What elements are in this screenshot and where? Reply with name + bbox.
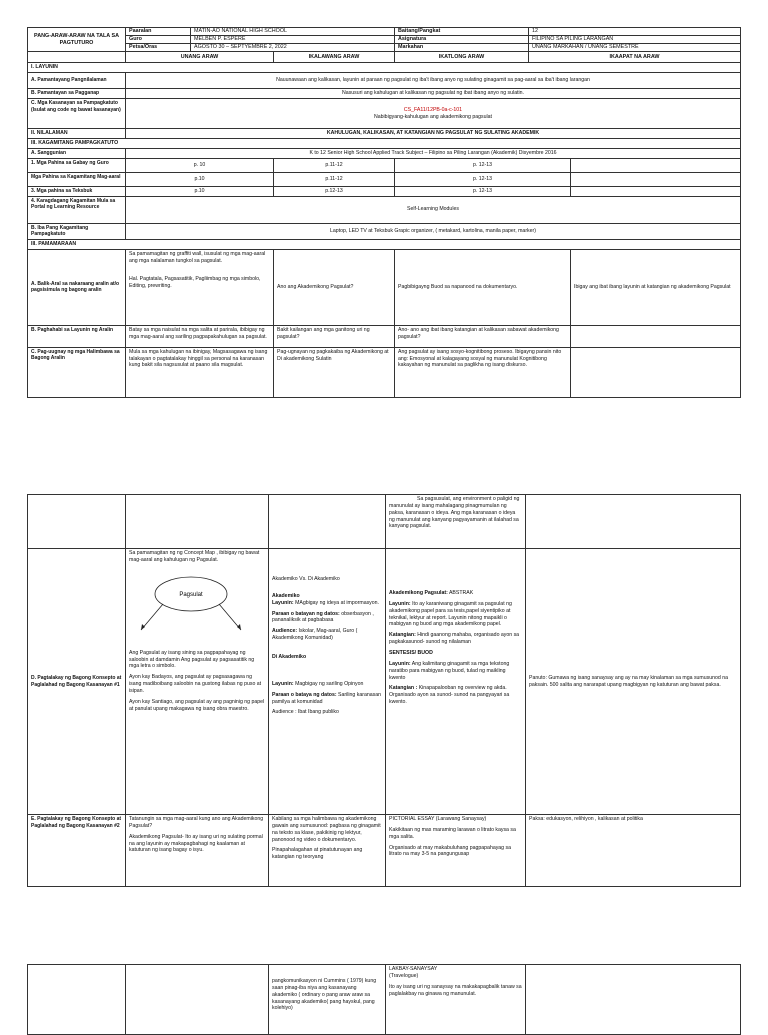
review-day1-example: Hal. Pagtatala, Pagsasatitik, Pagliimbag ng mga simbolo, Editing, prewriting. [129,276,261,290]
lesson-plan-table-cont [27,494,741,887]
purpose-day2: Bakit kailangan ang mga ganitong uri ng pagsulat? [274,325,395,347]
concept-map-intro: Sa pamamagitan ng ng Concept Map , ibibigay ng bawat mag-aaral ang kahulugan ng Pagsulat. [129,550,260,563]
examples-day3: Ang pagsulat ay isang sosyo-kognitibong proseso. Ibigayng pansin nito ang: Emosyonal at kalagayang sosyal ng manunulat Kognitibong kakayahan ng manunulat sa paglikha ng isang diskurso. [395,347,571,397]
subject-value: FILIPINO SA PILING LARANGAN [529,36,741,44]
learner-pages-day1: p.10 [126,172,274,186]
textbook-pages-day1: p.10 [126,186,274,196]
purpose-day3: Ano- ano ang ibat ibang katangian at kalikasan sabawat akademikong pagsulat? [395,325,571,347]
label-gabay-guro: 1. Mga Pahina sa Gabay ng Guro [28,158,126,172]
textbook-pages-day2: p.12-13 [274,186,395,196]
teacher-value: MELBEN P. ESPERE [191,36,395,44]
di-akademiko-audience: Audience : Ibat Ibang publiko [272,709,339,716]
quarter-label: Markahan [395,44,529,52]
school-label: Paaralan [126,28,191,36]
concept-day3: Akademikong Pagsulat: ABSTRAK Layunin: Ito ay karaniwang ginagamit sa pagsulat ng akademikong papel para sa tesis,papel siyentipiko at teknikal, lektyur at report. Layunin nitong mapaikli o mabigyan ng buod ang mga akademikong papel. Katangian: Hindi gaanong mahaba, organisado ayon sa pagkakasunod- sunod ng nilalaman SENTESIS/ BUOD Layunin: Ang kalimitang ginagamit sa mga tekstong naratibo para mabigyan ng buod, tulad ng maikling kwento Katangian : Kinapapalooban ng overview ng akda. Organisado ayon sa sunod- sunod na pangyayari sa kwento. [386,549,526,815]
label-pamantayang-pangnilalaman: A. Pamantayang Pangnilalaman [28,73,126,89]
concept-day2: Akademiko Vs. Di Akademiko Akademiko Layunin: MAgbigay ng ideya at impormasyon. Paraan o batayan ng datos: obserbasyon , pananaliksik at pagbabasa Audience: Iskolar, Mag-aaral, Guro ( Akademikong Komunidad) Di Akademiko Layunin: Magbigay ng sariling Opinyon Paraan o bataya ng datos: Sariling karanasan pamilya at komunidad Audience : Ibat Ibang publiko [269,549,386,815]
days-blank [28,52,126,63]
review-day3: Pagbibigayng Buod sa napanood na dokumentaryo. [395,249,571,325]
doc-title: PANG-ARAW-ARAW NA TALA SA PAGTUTURO [28,28,126,52]
concept-day4: Panuto: Gumawa ng isang sanaysay ang ay na may kinalaman sa mga sumusunod na paksain. 500 salita ang nararapat upang magbigyan ng katuturan ang bawat paksa. [526,549,741,815]
cummins-text: pangkomunikasyon ni Cummins ( 1979) kung saan pinag-iba niya ang kasanayang akademiko ( ordinary o pang araw araw sa kasanayang akademiko( pang hayskul, pang kolehiyo) [269,965,386,1035]
reference-text: K to 12 Senior High School Applied Track Subject – Filipino sa Piling Larangan (Akademik) Disyembre 2016 [126,148,741,158]
concept-def-badayos: Ayon kay Badayos, ang pagsulat ay pagsasagawa ng isang madiboibang saloobin na gustong ilabas ng puso at isipan. [129,674,262,695]
day-2-header: IKALAWANG ARAW [274,52,395,63]
environment-text: Sa pagsusulat, ang environment o paligid ng manunulat ay isang mahalagang pinagmumulan ng paksa, karanasan o ideya. Ang mga karanasan o ideya ng manunulat ang kanyang pagyayamanin at ilalahad sa kanyang pagsulat. [386,495,526,549]
teacher-label: Guro [126,36,191,44]
content-topic: KAHULUGAN, KALIKASAN, AT KATANGIAN NG PAGSULAT NG SULATING AKADEMIK [126,129,741,139]
lesson-plan-table [27,27,741,398]
competency-code: CS_FA11/12PB-0a-c-101 [403,106,463,113]
day-4-header: IKAAPAT NA ARAW [529,52,741,63]
quarter-value: UNANG MARKAHAN / UNANG SEMESTRE [529,44,741,52]
examples-day1: Mula sa mga kahulugan na ibinigay, Magsasagawa ng isang talakayan o pagtatalakay hinggil sa personal na karanasan kung bakit sila nagsusulat at paano sila magsulat. [126,347,274,397]
competency-cell [126,99,741,129]
label-sanggunian: A. Sanggunian [28,148,126,158]
purpose-day1: Batay sa mga naisulat na mga salita at parirala, ibibigay ng mga mag-aaral ang sariling pagpapakahulugan sa pagsulat. [126,325,274,347]
label-balik-aral: A. Balik-Aral sa nakaraang aralin at/o pagsisimula ng bagong aralin [28,249,126,325]
concept-map-svg [129,568,265,636]
date-label: Petsa/Oras [126,44,191,52]
review-day4: Ibigay ang ibat ibang layunin at katangian ng akademikong Pagsulat [571,249,741,325]
concept-map-arrow-right [219,604,241,630]
concept-map-label: Pagsulat [179,591,203,598]
label-teksbuk: 3. Mga pahina sa Teksbuk [28,186,126,196]
grade-value: 12 [529,28,741,36]
review-day2: Ano ang Akademikong Pagsulat? [274,249,395,325]
label-kasanayan: C. Mga Kasanayan sa Pampagkatuto (Isulat ang code ng bawat kasanayan) [28,99,126,129]
concept-map-diagram [129,568,265,636]
skill-day3: PICTORIAL ESSAY (Larawang Sanaysay) Kakikitaan ng mas maraming larawan o litrato kaysa sa mga salita. Organisado at may makabuluhang pagpapahayag sa litrato na may 3-5 na pangungusap [386,815,526,887]
additional-materials: Self-Learning Modules [126,196,741,223]
lakbay-sanaysay: LAKBAY-SANAYSAY (Travelogue) Ito ay isang uri ng sanaysay na makakapagbalik tanaw sa paglalakbay na ginawa ng manunulat. [386,965,526,1035]
concept-def-1: Ang Pagsulat ay isang sining sa pagpapahayag ng saloobin at damdamin Ang pagsulat ay pagsasatitik ng mga letra o simbolo. [129,649,255,670]
review-day1 [126,249,274,325]
guide-pages-day3: p. 12-13 [395,158,571,172]
label-pamantayan-sa-pagganap: B. Pamantayan sa Pagganap [28,89,126,99]
page-3 [27,964,740,1035]
section-layunin: I. LAYUNIN [28,63,741,73]
label-paghahabi: B. Paghahabi sa Layunin ng Aralin [28,325,126,347]
subject-label: Asignatura [395,36,529,44]
examples-day2: Pag-ugnayan ng pagkakaiba ng Akademikong at Di akademikong Sulatin [274,347,395,397]
sentesis-heading: SENTESIS/ BUOD [389,650,433,657]
concept-def-santiago: Ayon kay Santiago, ang pagsulat ay ang pagninig ng papel at panulat upang makagawa ng isang obra maestro. [129,698,265,712]
textbook-pages-day3: p. 12-13 [395,186,571,196]
content-standard: Nauunawaan ang kalikasan, layunin at paraan ng pagsulat ng iba't ibang anyo ng sulating ginagamit sa pag-aaral sa iba't ibang larangan [126,73,741,89]
label-kagamitang-mag-aaral: Mga Pahina sa Kagamitang Mag-aaral [28,172,126,186]
akademiko-heading: Akademiko [272,592,300,599]
skill-day1: Tatanungin sa mga mag-aaral kung ano ang Akademikong Pagsulat? Akademikong Pagsulat- Ito ay isang uri ng sulating pormal na ang layunin ay makapagbahagi ng kaalaman at katuturan ng isang bagay o isyu. [126,815,269,887]
label-karagdagang-kagamitan: 4. Karagdagang Kagamitan Mula sa Portal ng Learning Resource [28,196,126,223]
skill-day2: Kabilang sa mga halimbawa ng akademikong gawain ang sumusunod: pagbasa ng ginagamit na teksto sa klase, pakikinig ng lektyur, panonood ng video o dokumentaryo. Pinapahalagahan at pinatutunayan ang katangian ng teoryang [269,815,386,887]
concept-day1 [126,549,269,815]
section-pamamaraan: III. PAMAMARAAN [28,239,741,249]
day-1-header: UNANG ARAW [126,52,274,63]
guide-pages-day1: p. 10 [126,158,274,172]
competency-text: Nabibigyang-kahulugan ang akademikong pagsulat [374,113,492,120]
learner-pages-day2: p.11-12 [274,172,395,186]
review-day1-text: Sa pamamagitan ng graffiti wall, isusulat ng mga mag-aaral ang mga nalalaman tungkol sa pagsulat. [129,250,266,264]
day-3-header: IKATLONG ARAW [395,52,529,63]
page-2 [27,494,740,887]
page-1 [27,27,740,398]
section-kagamitan: III. KAGAMITANG PAMPAGKATUTO [28,139,741,149]
label-pagtalakay-1: D. Pagtalakay ng Bagong Konsepto at Paglalahad ng Bagong Kasanayan #1 [28,549,126,815]
label-pagtalakay-2: E. Pagtalakay ng Bagong Konsepto at Paglalahad ng Bagong Kasanayan #2 [28,815,126,887]
skill-day4: Paksa: edukasyon, relihiyon , kalikasan at politika [526,815,741,887]
performance-standard: Nasusuri ang kahulugan at kalikasan ng pagsulat ng ibat ibang anyo ng sulatin. [126,89,741,99]
date-value: AGOSTO 30 – SEPTYEMBRE 2, 2022 [191,44,395,52]
section-nilalaman: II. NILALAMAN [28,129,126,139]
concept-map-arrow-left [141,604,163,630]
grade-label: Baitang/Pangkat [395,28,529,36]
other-materials: Laptop, LED TV at Teksbuk Grapic organizer, ( metakard, kartolina, manila paper, marker) [126,223,741,239]
school-value: MATIN-AO NATIONAL HIGH SCHOOL [191,28,395,36]
lesson-plan-table-cont-2 [27,964,741,1035]
label-iba-pang-kagamitan: B. Iba Pang Kagamitang Pampagkatuto [28,223,126,239]
label-pag-uugnay: C. Pag-uugnay ng mga Halimbawa sa Bagong Aralin [28,347,126,397]
akademiko-vs-di-title: Akademiko Vs. Di Akademiko [272,576,340,582]
learner-pages-day3: p. 12-13 [395,172,571,186]
di-akademiko-heading: Di Akademiko [272,654,307,661]
guide-pages-day2: p.11-12 [274,158,395,172]
